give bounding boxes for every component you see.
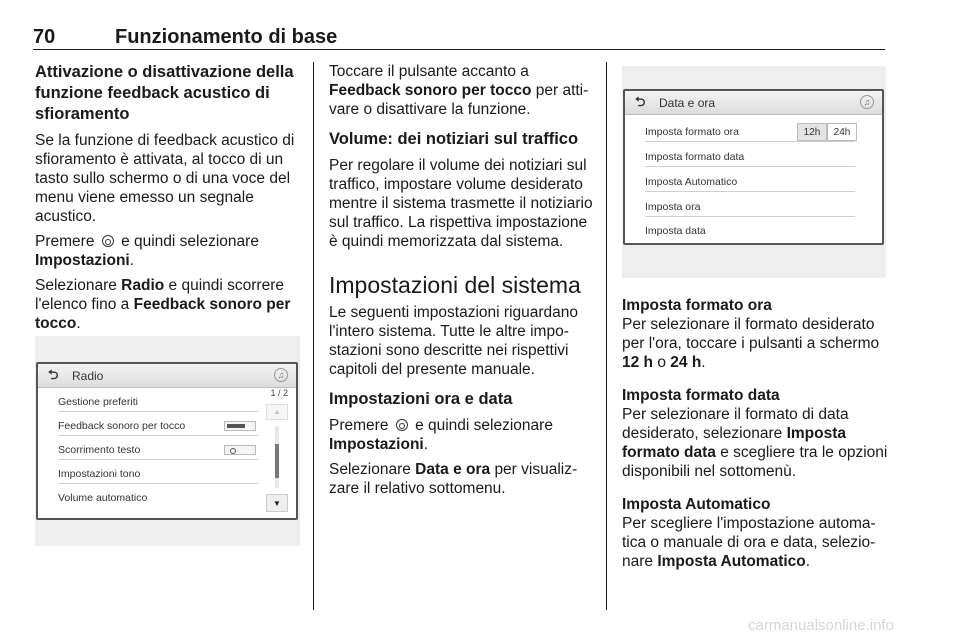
menu-item-impostazioni-tono[interactable]: Impostazioni tono	[58, 464, 258, 484]
column-divider	[313, 62, 314, 610]
back-arrow-icon[interactable]: ⮌	[635, 94, 646, 109]
scroll-thumb[interactable]	[275, 444, 279, 478]
paragraph: Se la funzione di feedback acustico di sfioramento è attivata, al tocco di un tasto sullo schermo o di una voce del menu viene emesso un segnale acustico.	[35, 132, 295, 225]
scroll-down-icon[interactable]: ▼	[266, 494, 288, 512]
screen-title: Radio	[72, 369, 104, 383]
paragraph: Per regolare il volume dei notiziari sul traffico, impostare volume desiderato mentre il sistema trasmette il notiziario sul traffico. La rispettiva impostazione è quindi memorizzata dal sistema.	[329, 157, 593, 250]
music-note-icon[interactable]: ♫	[274, 368, 288, 382]
settings-gear-icon	[396, 419, 408, 431]
paragraph: Per selezionare il formato di data desiderato, selezionare Imposta formato data e scegliere tra le opzioni disponibili nel sottomenù.	[622, 406, 888, 480]
menu-item-automatico[interactable]: Imposta Automatico	[645, 172, 855, 192]
page-title: Funzionamento di base	[115, 26, 338, 48]
subheading-formato-data: Imposta formato data	[622, 387, 780, 404]
menu-item-imposta-ora[interactable]: Imposta ora	[645, 197, 855, 217]
subheading-formato-ora: Imposta formato ora	[622, 297, 772, 314]
watermark: carmanualsonline.info	[748, 617, 894, 634]
screen-title: Data e ora	[659, 96, 716, 110]
column-2	[329, 62, 595, 504]
format-24h-button[interactable]: 24h	[827, 123, 857, 141]
date-time-screen	[623, 89, 884, 245]
page-indicator: 1 / 2	[270, 388, 288, 398]
column-3	[622, 296, 890, 577]
radio-settings-screenshot	[35, 336, 300, 546]
menu-item-volume-automatico[interactable]: Volume automatico	[58, 492, 148, 504]
section-heading-feedback: Attivazione o disattivazione della funzione feedback acustico di sfioramento	[35, 63, 294, 123]
section-heading-system: Impostazioni del sistema	[329, 272, 581, 298]
menu-item-formato-data[interactable]: Imposta formato data	[645, 147, 855, 167]
scroll-up-icon[interactable]: ▲	[266, 404, 288, 420]
feedback-toggle[interactable]	[224, 421, 256, 431]
screen-titlebar	[38, 364, 296, 388]
column-divider	[606, 62, 607, 610]
paragraph: Selezionare Radio e quindi scorrere l'elenco fino a Feedback sonoro per tocco.	[35, 277, 291, 332]
back-arrow-icon[interactable]: ⮌	[48, 367, 59, 382]
column-1	[35, 62, 301, 339]
music-note-icon[interactable]: ♫	[860, 95, 874, 109]
radio-screen	[36, 362, 298, 520]
paragraph: Selezionare Data e ora per visualizzare il relativo sottomenu.	[329, 461, 578, 497]
menu-item-gestione-preferiti[interactable]: Gestione preferiti	[58, 392, 258, 412]
section-heading-volume: Volume: dei notiziari sul traffico	[329, 130, 579, 148]
paragraph: Premere e quindi selezionare Impostazioni.	[329, 417, 553, 453]
subheading-automatico: Imposta Automatico	[622, 496, 771, 513]
section-heading-time-date: Impostazioni ora e data	[329, 390, 513, 408]
date-time-screenshot	[622, 66, 886, 278]
paragraph: Per scegliere l'impostazione automatica o manuale di ora e data, selezionare Imposta Automatico.	[622, 515, 876, 570]
settings-gear-icon	[102, 235, 114, 247]
paragraph: Premere e quindi selezionare Impostazioni.	[35, 233, 259, 269]
menu-item-feedback-sonoro[interactable]: Feedback sonoro per tocco	[58, 416, 258, 436]
screen-titlebar	[625, 91, 882, 115]
menu-item-scorrimento-testo[interactable]: Scorrimento testo	[58, 440, 258, 460]
page-number: 70	[33, 26, 56, 48]
paragraph: Per selezionare il formato desiderato per l'ora, toccare i pulsanti a schermo 12 h o 24 h.	[622, 316, 880, 371]
paragraph: Toccare il pulsante accanto a Feedback sonoro per tocco per attivare o disattivare la funzione.	[329, 63, 589, 118]
menu-item-formato-ora[interactable]: Imposta formato ora 12h 24h	[645, 122, 855, 142]
scroll-text-toggle[interactable]	[224, 445, 256, 455]
page-header	[33, 22, 885, 50]
format-12h-button[interactable]: 12h	[797, 123, 827, 141]
menu-item-imposta-data[interactable]: Imposta data	[645, 225, 706, 237]
scrollbar[interactable]	[266, 388, 288, 512]
paragraph: Le seguenti impostazioni riguardano l'intero sistema. Tutte le altre impostazioni sono descritte nei rispettivi capitoli del presente manuale.	[329, 304, 579, 378]
time-format-buttons	[797, 123, 857, 141]
